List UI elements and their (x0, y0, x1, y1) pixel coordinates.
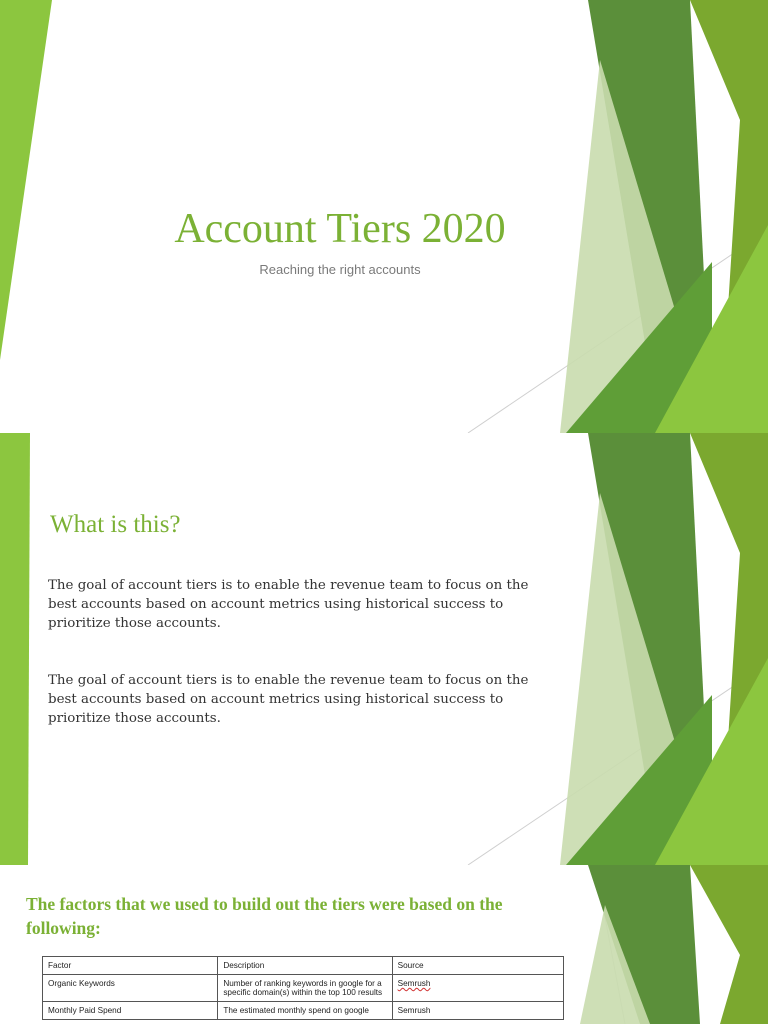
left-green-shard (0, 0, 52, 360)
what-is-this-slide (0, 433, 768, 865)
slide-title: Account Tiers 2020 (174, 206, 506, 252)
table-header-row (43, 957, 564, 975)
table-header-cell: Source (392, 957, 563, 975)
source-text: Semrush (397, 979, 431, 988)
mid-green-shard (690, 865, 768, 1024)
table-cell: Number of ranking keywords in google for a specific domain(s) within the top 100 results (218, 975, 392, 1002)
table-cell (392, 975, 563, 1002)
goal-paragraph: The goal of account tiers is to enable the revenue team to focus on the best accounts based on account metrics using historical success to prioritize those accounts. (48, 673, 529, 726)
section-heading: What is this? (50, 511, 181, 538)
goal-paragraph: The goal of account tiers is to enable the revenue team to focus on the best accounts based on account metrics using historical success to prioritize those accounts. (48, 578, 529, 631)
table-cell: Semrush (392, 1002, 563, 1020)
table-cell: The estimated monthly spend on google (218, 1002, 392, 1020)
title-slide (0, 0, 768, 433)
factors-slide (0, 865, 768, 1024)
table-cell: Organic Keywords (43, 975, 218, 1002)
table-row (43, 1002, 564, 1020)
table-row (43, 975, 564, 1002)
table-header-cell: Description (218, 957, 392, 975)
table-header-cell: Factor (43, 957, 218, 975)
factors-heading: The factors that we used to build out the tiers were based on the following: (26, 894, 503, 938)
green-decoration-graphic (0, 433, 768, 865)
factors-table (42, 956, 564, 1020)
table-cell: Monthly Paid Spend (43, 1002, 218, 1020)
slide-subtitle: Reaching the right accounts (259, 262, 421, 277)
left-green-bar (0, 433, 30, 865)
